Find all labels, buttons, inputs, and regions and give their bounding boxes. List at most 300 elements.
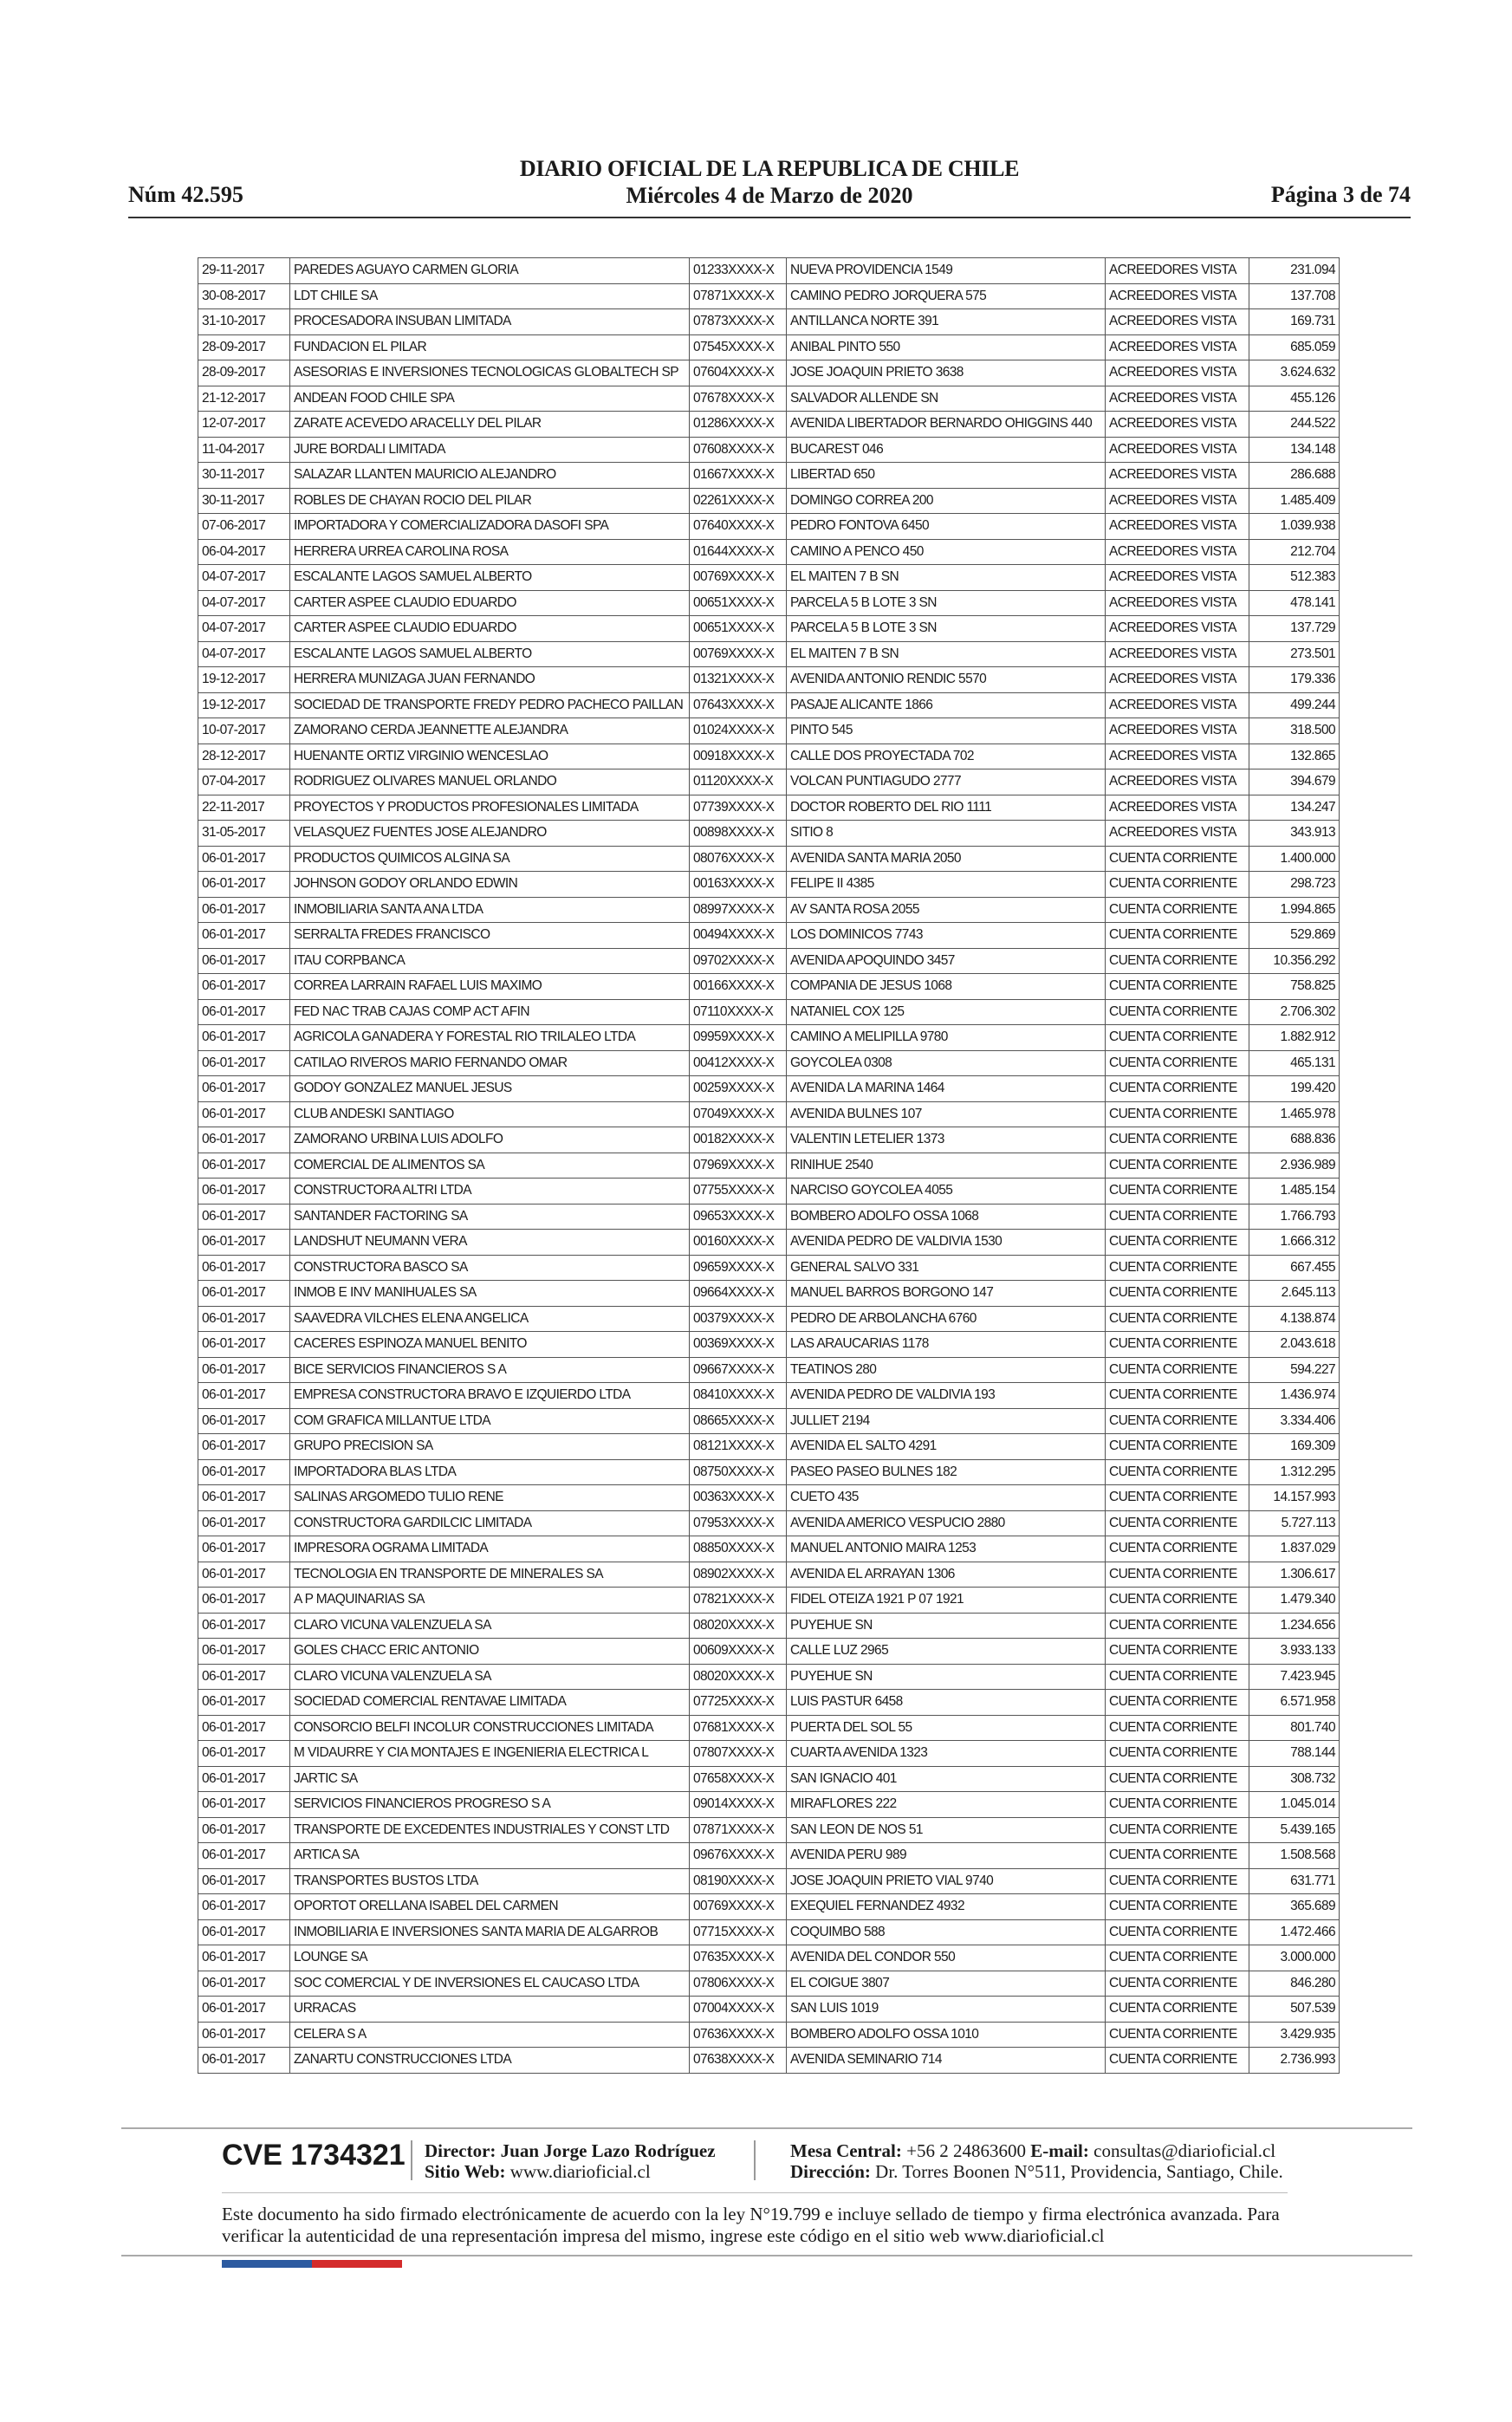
cell-amount: 1.436.974	[1249, 1383, 1340, 1409]
cell-account-type: CUENTA CORRIENTE	[1106, 1332, 1249, 1358]
cell-amount: 1.508.568	[1249, 1843, 1340, 1869]
cell-date: 10-07-2017	[198, 718, 290, 744]
cell-rut: 01286XXXX-X	[690, 412, 787, 438]
cell-rut: 07545XXXX-X	[690, 334, 787, 360]
cell-name: CLARO VICUNA VALENZUELA SA	[290, 1664, 690, 1690]
cell-name: TECNOLOGIA EN TRANSPORTE DE MINERALES SA	[290, 1562, 690, 1588]
cell-amount: 499.244	[1249, 692, 1340, 718]
cell-date: 19-12-2017	[198, 667, 290, 693]
table-row	[198, 463, 1340, 489]
cell-address: PUYEHUE SN	[787, 1613, 1106, 1639]
cell-name: RODRIGUEZ OLIVARES MANUEL ORLANDO	[290, 769, 690, 795]
cell-date: 06-01-2017	[198, 1843, 290, 1869]
cell-amount: 14.157.993	[1249, 1485, 1340, 1511]
director-name: Juan Jorge Lazo Rodríguez	[500, 2140, 716, 2161]
table-row	[198, 795, 1340, 821]
cell-date: 22-11-2017	[198, 795, 290, 821]
cell-rut: 02261XXXX-X	[690, 488, 787, 514]
cell-rut: 07871XXXX-X	[690, 283, 787, 309]
cell-account-type: CUENTA CORRIENTE	[1106, 1306, 1249, 1332]
cell-amount: 5.727.113	[1249, 1510, 1340, 1536]
cell-rut: 00369XXXX-X	[690, 1332, 787, 1358]
cell-name: FED NAC TRAB CAJAS COMP ACT AFIN	[290, 999, 690, 1025]
cell-name: CELERA S A	[290, 2022, 690, 2048]
cell-date: 06-01-2017	[198, 974, 290, 1000]
cell-amount: 1.479.340	[1249, 1588, 1340, 1614]
table-row	[198, 437, 1340, 463]
cell-amount: 507.539	[1249, 1997, 1340, 2023]
cell-address: LOS DOMINICOS 7743	[787, 923, 1106, 949]
cell-rut: 08190XXXX-X	[690, 1868, 787, 1894]
cell-amount: 1.472.466	[1249, 1919, 1340, 1945]
cell-amount: 1.039.938	[1249, 514, 1340, 540]
cell-rut: 07873XXXX-X	[690, 309, 787, 335]
table-row	[198, 1843, 1340, 1869]
cell-amount: 169.309	[1249, 1434, 1340, 1460]
cell-amount: 212.704	[1249, 539, 1340, 565]
cell-amount: 2.936.989	[1249, 1153, 1340, 1179]
cell-address: AVENIDA PERU 989	[787, 1843, 1106, 1869]
cell-account-type: ACREEDORES VISTA	[1106, 334, 1249, 360]
table-row	[198, 1050, 1340, 1076]
cell-rut: 08850XXXX-X	[690, 1536, 787, 1562]
cell-name: GODOY GONZALEZ MANUEL JESUS	[290, 1076, 690, 1102]
cell-account-type: ACREEDORES VISTA	[1106, 258, 1249, 284]
cell-amount: 169.731	[1249, 309, 1340, 335]
cell-date: 30-08-2017	[198, 283, 290, 309]
cell-account-type: ACREEDORES VISTA	[1106, 386, 1249, 412]
cell-address: TEATINOS 280	[787, 1357, 1106, 1383]
cell-date: 06-01-2017	[198, 872, 290, 898]
table-row	[198, 488, 1340, 514]
website-label: Sitio Web:	[425, 2161, 506, 2182]
cell-amount: 1.306.617	[1249, 1562, 1340, 1588]
cell-account-type: ACREEDORES VISTA	[1106, 488, 1249, 514]
cell-date: 06-01-2017	[198, 1868, 290, 1894]
cell-name: ZARATE ACEVEDO ARACELLY DEL PILAR	[290, 412, 690, 438]
cell-address: SALVADOR ALLENDE SN	[787, 386, 1106, 412]
table-row	[198, 2048, 1340, 2074]
table-row	[198, 1025, 1340, 1051]
cell-account-type: CUENTA CORRIENTE	[1106, 1230, 1249, 1256]
cell-rut: 08665XXXX-X	[690, 1408, 787, 1434]
cell-date: 06-01-2017	[198, 1127, 290, 1153]
cell-rut: 09667XXXX-X	[690, 1357, 787, 1383]
cell-account-type: CUENTA CORRIENTE	[1106, 1408, 1249, 1434]
cell-name: COMERCIAL DE ALIMENTOS SA	[290, 1153, 690, 1179]
cell-address: CALLE LUZ 2965	[787, 1639, 1106, 1665]
cell-rut: 07755XXXX-X	[690, 1179, 787, 1205]
cell-account-type: CUENTA CORRIENTE	[1106, 1076, 1249, 1102]
cell-account-type: CUENTA CORRIENTE	[1106, 1050, 1249, 1076]
cve-code: CVE 1734321	[222, 2139, 406, 2172]
cell-name: HERRERA URREA CAROLINA ROSA	[290, 539, 690, 565]
cell-address: CAMINO A PENCO 450	[787, 539, 1106, 565]
cell-name: LOUNGE SA	[290, 1945, 690, 1971]
cell-address: MANUEL BARROS BORGONO 147	[787, 1281, 1106, 1307]
cell-name: CARTER ASPEE CLAUDIO EDUARDO	[290, 616, 690, 642]
cell-account-type: CUENTA CORRIENTE	[1106, 1997, 1249, 2023]
cell-rut: 07806XXXX-X	[690, 1971, 787, 1997]
table-row	[198, 1715, 1340, 1741]
cell-amount: 318.500	[1249, 718, 1340, 744]
cell-name: SANTANDER FACTORING SA	[290, 1204, 690, 1230]
table-row	[198, 1332, 1340, 1358]
cell-address: ANTILLANCA NORTE 391	[787, 309, 1106, 335]
cell-date: 06-01-2017	[198, 1613, 290, 1639]
cell-name: IMPORTADORA BLAS LTDA	[290, 1459, 690, 1485]
cell-name: PAREDES AGUAYO CARMEN GLORIA	[290, 258, 690, 284]
cell-address: CUETO 435	[787, 1485, 1106, 1511]
cell-name: OPORTOT ORELLANA ISABEL DEL CARMEN	[290, 1894, 690, 1920]
table-row	[198, 1536, 1340, 1562]
contact-block	[790, 2140, 1283, 2182]
cell-name: BICE SERVICIOS FINANCIEROS S A	[290, 1357, 690, 1383]
table-row	[198, 769, 1340, 795]
cell-address: NARCISO GOYCOLEA 4055	[787, 1179, 1106, 1205]
cell-date: 06-01-2017	[198, 1408, 290, 1434]
cell-name: CORREA LARRAIN RAFAEL LUIS MAXIMO	[290, 974, 690, 1000]
cell-date: 06-01-2017	[198, 1230, 290, 1256]
cell-amount: 365.689	[1249, 1894, 1340, 1920]
cell-name: URRACAS	[290, 1997, 690, 2023]
cell-account-type: CUENTA CORRIENTE	[1106, 1127, 1249, 1153]
cell-amount: 1.882.912	[1249, 1025, 1340, 1051]
cell-amount: 3.000.000	[1249, 1945, 1340, 1971]
cell-rut: 01233XXXX-X	[690, 258, 787, 284]
issue-number: Núm 42.595	[128, 182, 243, 207]
table-row	[198, 1945, 1340, 1971]
cell-account-type: CUENTA CORRIENTE	[1106, 1868, 1249, 1894]
cell-date: 06-01-2017	[198, 1997, 290, 2023]
cell-name: PROYECTOS Y PRODUCTOS PROFESIONALES LIMITADA	[290, 795, 690, 821]
cell-amount: 298.723	[1249, 872, 1340, 898]
cell-address: LUIS PASTUR 6458	[787, 1690, 1106, 1716]
cell-account-type: ACREEDORES VISTA	[1106, 821, 1249, 847]
cell-name: HUENANTE ORTIZ VIRGINIO WENCESLAO	[290, 743, 690, 769]
cell-name: COM GRAFICA MILLANTUE LTDA	[290, 1408, 690, 1434]
cell-address: SAN LUIS 1019	[787, 1997, 1106, 2023]
cell-address: BOMBERO ADOLFO OSSA 1010	[787, 2022, 1106, 2048]
cell-name: LDT CHILE SA	[290, 283, 690, 309]
cell-name: FUNDACION EL PILAR	[290, 334, 690, 360]
cell-rut: 00412XXXX-X	[690, 1050, 787, 1076]
table-row	[198, 1230, 1340, 1256]
email-link[interactable]: consultas@diarioficial.cl	[1093, 2140, 1276, 2161]
cell-amount: 1.400.000	[1249, 846, 1340, 872]
website-link[interactable]: www.diarioficial.cl	[509, 2161, 651, 2182]
cell-rut: 07635XXXX-X	[690, 1945, 787, 1971]
table-row	[198, 667, 1340, 693]
cell-name: ZAMORANO CERDA JEANNETTE ALEJANDRA	[290, 718, 690, 744]
table-row	[198, 897, 1340, 923]
cell-rut: 07739XXXX-X	[690, 795, 787, 821]
cell-account-type: CUENTA CORRIENTE	[1106, 974, 1249, 1000]
cell-name: GRUPO PRECISION SA	[290, 1434, 690, 1460]
table-row	[198, 1741, 1340, 1767]
cell-date: 06-01-2017	[198, 999, 290, 1025]
cell-name: CACERES ESPINOZA MANUEL BENITO	[290, 1332, 690, 1358]
cell-address: EL MAITEN 7 B SN	[787, 641, 1106, 667]
cell-rut: 09664XXXX-X	[690, 1281, 787, 1307]
table-row	[198, 1588, 1340, 1614]
cell-date: 06-01-2017	[198, 1434, 290, 1460]
cell-account-type: ACREEDORES VISTA	[1106, 565, 1249, 591]
cell-date: 06-01-2017	[198, 1485, 290, 1511]
cell-account-type: CUENTA CORRIENTE	[1106, 1357, 1249, 1383]
cell-account-type: ACREEDORES VISTA	[1106, 283, 1249, 309]
cell-address: LIBERTAD 650	[787, 463, 1106, 489]
cell-date: 06-01-2017	[198, 1945, 290, 1971]
cell-account-type: CUENTA CORRIENTE	[1106, 1383, 1249, 1409]
cell-date: 28-12-2017	[198, 743, 290, 769]
cell-account-type: ACREEDORES VISTA	[1106, 309, 1249, 335]
cell-date: 06-01-2017	[198, 1050, 290, 1076]
cell-amount: 6.571.958	[1249, 1690, 1340, 1716]
table-row	[198, 846, 1340, 872]
cell-address: BOMBERO ADOLFO OSSA 1068	[787, 1204, 1106, 1230]
table-row	[198, 692, 1340, 718]
phone-number: +56 2 24863600	[906, 2140, 1026, 2161]
cell-name: JURE BORDALI LIMITADA	[290, 437, 690, 463]
table-row	[198, 1204, 1340, 1230]
cell-name: SAAVEDRA VILCHES ELENA ANGELICA	[290, 1306, 690, 1332]
header-divider	[128, 217, 1411, 218]
cell-amount: 343.913	[1249, 821, 1340, 847]
table-row	[198, 616, 1340, 642]
cell-date: 06-01-2017	[198, 1817, 290, 1843]
flag-stripe-blue	[222, 2260, 312, 2268]
cell-rut: 00259XXXX-X	[690, 1076, 787, 1102]
cell-rut: 09702XXXX-X	[690, 948, 787, 974]
cell-date: 06-01-2017	[198, 1357, 290, 1383]
cell-rut: 09959XXXX-X	[690, 1025, 787, 1051]
cell-date: 06-01-2017	[198, 1025, 290, 1051]
cell-rut: 07638XXXX-X	[690, 2048, 787, 2074]
table-row	[198, 283, 1340, 309]
cell-rut: 07678XXXX-X	[690, 386, 787, 412]
cell-rut: 07871XXXX-X	[690, 1817, 787, 1843]
footer-divider-top	[121, 2127, 1412, 2129]
cell-account-type: CUENTA CORRIENTE	[1106, 999, 1249, 1025]
table-row	[198, 948, 1340, 974]
cell-date: 06-01-2017	[198, 1510, 290, 1536]
cell-rut: 00769XXXX-X	[690, 641, 787, 667]
cell-address: COQUIMBO 588	[787, 1919, 1106, 1945]
cell-account-type: ACREEDORES VISTA	[1106, 412, 1249, 438]
cell-address: CAMINO PEDRO JORQUERA 575	[787, 283, 1106, 309]
cell-address: JOSE JOAQUIN PRIETO 3638	[787, 360, 1106, 386]
cell-name: SALINAS ARGOMEDO TULIO RENE	[290, 1485, 690, 1511]
cell-rut: 08997XXXX-X	[690, 897, 787, 923]
cell-name: SERRALTA FREDES FRANCISCO	[290, 923, 690, 949]
table-row	[198, 1101, 1340, 1127]
cell-rut: 07715XXXX-X	[690, 1919, 787, 1945]
cell-account-type: CUENTA CORRIENTE	[1106, 1101, 1249, 1127]
cell-name: CLUB ANDESKI SANTIAGO	[290, 1101, 690, 1127]
cell-account-type: ACREEDORES VISTA	[1106, 692, 1249, 718]
cell-amount: 137.708	[1249, 283, 1340, 309]
cell-address: AVENIDA PEDRO DE VALDIVIA 1530	[787, 1230, 1106, 1256]
cell-rut: 07953XXXX-X	[690, 1510, 787, 1536]
cell-date: 12-07-2017	[198, 412, 290, 438]
cell-address: PARCELA 5 B LOTE 3 SN	[787, 590, 1106, 616]
table-row	[198, 1459, 1340, 1485]
cell-name: JARTIC SA	[290, 1766, 690, 1792]
cell-amount: 788.144	[1249, 1741, 1340, 1767]
cell-amount: 273.501	[1249, 641, 1340, 667]
cell-date: 06-01-2017	[198, 1281, 290, 1307]
cell-account-type: CUENTA CORRIENTE	[1106, 1639, 1249, 1665]
cell-account-type: ACREEDORES VISTA	[1106, 795, 1249, 821]
cell-account-type: CUENTA CORRIENTE	[1106, 846, 1249, 872]
cell-date: 06-04-2017	[198, 539, 290, 565]
cell-date: 06-01-2017	[198, 1741, 290, 1767]
cell-date: 06-01-2017	[198, 1179, 290, 1205]
cell-rut: 07049XXXX-X	[690, 1101, 787, 1127]
cell-amount: 199.420	[1249, 1076, 1340, 1102]
cell-rut: 00769XXXX-X	[690, 1894, 787, 1920]
cell-amount: 3.334.406	[1249, 1408, 1340, 1434]
cell-name: ESCALANTE LAGOS SAMUEL ALBERTO	[290, 641, 690, 667]
cell-address: AVENIDA EL SALTO 4291	[787, 1434, 1106, 1460]
cell-address: PUERTA DEL SOL 55	[787, 1715, 1106, 1741]
cell-account-type: CUENTA CORRIENTE	[1106, 1613, 1249, 1639]
cell-name: A P MAQUINARIAS SA	[290, 1588, 690, 1614]
cell-amount: 1.312.295	[1249, 1459, 1340, 1485]
cell-amount: 1.045.014	[1249, 1792, 1340, 1818]
cell-date: 31-10-2017	[198, 309, 290, 335]
table-row	[198, 1792, 1340, 1818]
cell-account-type: ACREEDORES VISTA	[1106, 718, 1249, 744]
cell-name: ANDEAN FOOD CHILE SPA	[290, 386, 690, 412]
cell-date: 06-01-2017	[198, 1588, 290, 1614]
cell-address: EL COIGUE 3807	[787, 1971, 1106, 1997]
cell-address: AVENIDA SEMINARIO 714	[787, 2048, 1106, 2074]
cell-account-type: ACREEDORES VISTA	[1106, 539, 1249, 565]
cell-name: PROCESADORA INSUBAN LIMITADA	[290, 309, 690, 335]
cell-account-type: CUENTA CORRIENTE	[1106, 1179, 1249, 1205]
cell-date: 06-01-2017	[198, 1639, 290, 1665]
accounts-table	[198, 257, 1340, 2074]
table-row	[198, 718, 1340, 744]
table-row	[198, 999, 1340, 1025]
table-row	[198, 1485, 1340, 1511]
cell-name: AGRICOLA GANADERA Y FORESTAL RIO TRILALEO LTDA	[290, 1025, 690, 1051]
cell-amount: 244.522	[1249, 412, 1340, 438]
cell-address: BUCAREST 046	[787, 437, 1106, 463]
cell-rut: 00609XXXX-X	[690, 1639, 787, 1665]
cell-amount: 594.227	[1249, 1357, 1340, 1383]
table-row	[198, 974, 1340, 1000]
cell-rut: 07643XXXX-X	[690, 692, 787, 718]
cell-date: 06-01-2017	[198, 1562, 290, 1588]
cell-rut: 08121XXXX-X	[690, 1434, 787, 1460]
table-row	[198, 334, 1340, 360]
cell-date: 06-01-2017	[198, 1894, 290, 1920]
cell-date: 11-04-2017	[198, 437, 290, 463]
flag-stripe-red	[312, 2260, 402, 2268]
cell-name: ASESORIAS E INVERSIONES TECNOLOGICAS GLOBALTECH SP	[290, 360, 690, 386]
cell-account-type: CUENTA CORRIENTE	[1106, 1817, 1249, 1843]
page-number: Página 3 de 74	[1270, 182, 1411, 207]
cell-amount: 4.138.874	[1249, 1306, 1340, 1332]
director-block	[425, 2140, 716, 2182]
cell-name: JOHNSON GODOY ORLANDO EDWIN	[290, 872, 690, 898]
table-row	[198, 1179, 1340, 1205]
cell-rut: 07658XXXX-X	[690, 1766, 787, 1792]
cell-rut: 07004XXXX-X	[690, 1997, 787, 2023]
cell-name: CLARO VICUNA VALENZUELA SA	[290, 1613, 690, 1639]
table-row	[198, 258, 1340, 284]
cell-date: 30-11-2017	[198, 488, 290, 514]
table-row	[198, 1817, 1340, 1843]
cell-date: 07-04-2017	[198, 769, 290, 795]
address-value: Dr. Torres Boonen N°511, Providencia, Santiago, Chile.	[875, 2161, 1283, 2182]
table-row	[198, 1613, 1340, 1639]
cell-amount: 134.148	[1249, 437, 1340, 463]
cell-address: SAN LEON DE NOS 51	[787, 1817, 1106, 1843]
table-row	[198, 514, 1340, 540]
cell-date: 06-01-2017	[198, 1383, 290, 1409]
cell-account-type: CUENTA CORRIENTE	[1106, 1255, 1249, 1281]
cell-address: AVENIDA EL ARRAYAN 1306	[787, 1562, 1106, 1588]
cell-address: EXEQUIEL FERNANDEZ 4932	[787, 1894, 1106, 1920]
cell-amount: 7.423.945	[1249, 1664, 1340, 1690]
cell-address: CUARTA AVENIDA 1323	[787, 1741, 1106, 1767]
cell-amount: 134.247	[1249, 795, 1340, 821]
cell-rut: 01321XXXX-X	[690, 667, 787, 693]
table-row	[198, 821, 1340, 847]
cell-address: PEDRO DE ARBOLANCHA 6760	[787, 1306, 1106, 1332]
cell-date: 06-01-2017	[198, 1690, 290, 1716]
cell-rut: 09659XXXX-X	[690, 1255, 787, 1281]
cell-name: EMPRESA CONSTRUCTORA BRAVO E IZQUIERDO LTDA	[290, 1383, 690, 1409]
cell-date: 06-01-2017	[198, 1792, 290, 1818]
cell-amount: 3.429.935	[1249, 2022, 1340, 2048]
cell-rut: 07681XXXX-X	[690, 1715, 787, 1741]
cell-account-type: CUENTA CORRIENTE	[1106, 897, 1249, 923]
cell-rut: 07969XXXX-X	[690, 1153, 787, 1179]
cell-address: AVENIDA AMERICO VESPUCIO 2880	[787, 1510, 1106, 1536]
cell-rut: 07636XXXX-X	[690, 2022, 787, 2048]
cell-date: 06-01-2017	[198, 1715, 290, 1741]
cell-account-type: CUENTA CORRIENTE	[1106, 1588, 1249, 1614]
cell-amount: 1.994.865	[1249, 897, 1340, 923]
cell-rut: 08902XXXX-X	[690, 1562, 787, 1588]
table-row	[198, 872, 1340, 898]
cell-date: 04-07-2017	[198, 590, 290, 616]
cell-name: SOCIEDAD COMERCIAL RENTAVAE LIMITADA	[290, 1690, 690, 1716]
table-row	[198, 1868, 1340, 1894]
cell-account-type: CUENTA CORRIENTE	[1106, 1690, 1249, 1716]
cell-account-type: ACREEDORES VISTA	[1106, 743, 1249, 769]
table-row	[198, 1919, 1340, 1945]
cell-account-type: CUENTA CORRIENTE	[1106, 1894, 1249, 1920]
cell-name: ARTICA SA	[290, 1843, 690, 1869]
cell-rut: 00651XXXX-X	[690, 590, 787, 616]
cell-date: 06-01-2017	[198, 1153, 290, 1179]
cell-address: EL MAITEN 7 B SN	[787, 565, 1106, 591]
cell-name: CARTER ASPEE CLAUDIO EDUARDO	[290, 590, 690, 616]
cell-name: INMOBILIARIA SANTA ANA LTDA	[290, 897, 690, 923]
cell-address: PASEO PASEO BULNES 182	[787, 1459, 1106, 1485]
cell-date: 04-07-2017	[198, 565, 290, 591]
cell-date: 30-11-2017	[198, 463, 290, 489]
cell-amount: 179.336	[1249, 667, 1340, 693]
cell-rut: 08076XXXX-X	[690, 846, 787, 872]
cell-address: ANIBAL PINTO 550	[787, 334, 1106, 360]
